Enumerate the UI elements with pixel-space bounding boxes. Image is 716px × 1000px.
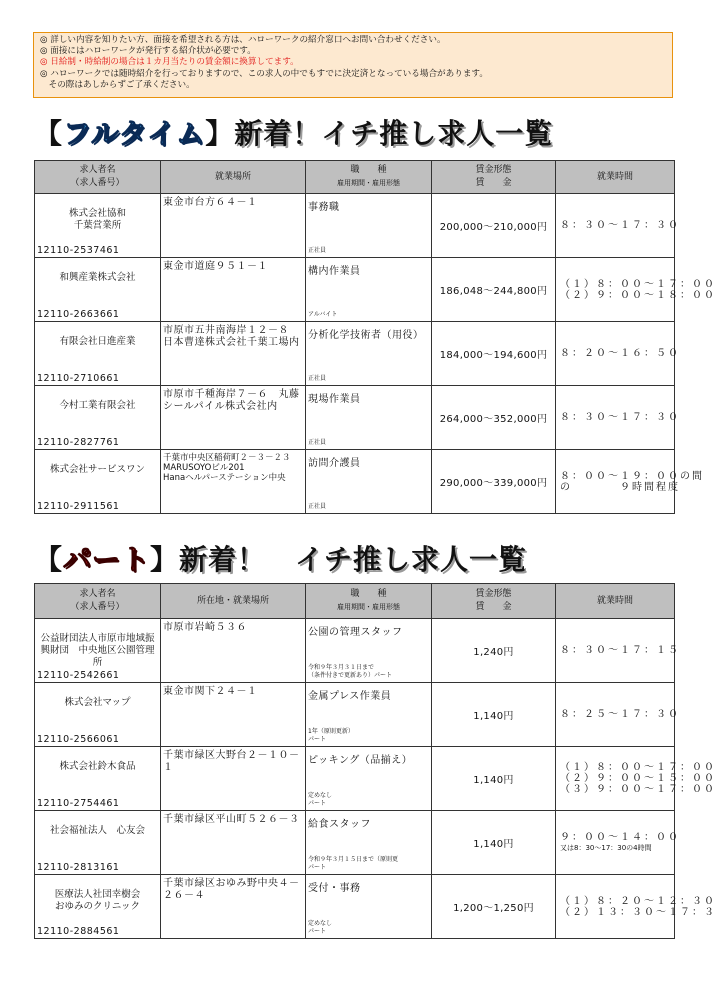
company-name-line: 株式会社マップ bbox=[64, 697, 131, 708]
employment-type-line: 正社員 bbox=[308, 503, 327, 510]
location-cell bbox=[161, 619, 306, 683]
work-location bbox=[161, 683, 305, 701]
employment-type bbox=[308, 503, 326, 511]
header-job: 職 種 雇用期間・雇用形態 bbox=[306, 584, 432, 619]
company-name-line: 千葉営業所 bbox=[73, 220, 122, 231]
hours-cell bbox=[556, 875, 716, 939]
company-name bbox=[37, 889, 158, 913]
location-cell bbox=[161, 322, 306, 386]
notice-box bbox=[33, 32, 673, 98]
company-name-line: 和興産業株式会社 bbox=[59, 272, 136, 283]
job-title: ピッキング（品揃え） bbox=[308, 755, 413, 766]
company-name-line: 医療法人社団幸樹会 bbox=[54, 889, 141, 900]
table-header-row bbox=[35, 584, 675, 619]
company-name bbox=[37, 272, 158, 284]
table-row bbox=[35, 747, 675, 811]
header-location: 就業場所 bbox=[161, 161, 306, 194]
work-location-line: 東金市道庭９５１－１ bbox=[163, 261, 268, 272]
company-wrap bbox=[35, 386, 160, 449]
employment-type bbox=[308, 728, 354, 744]
company-cell bbox=[35, 322, 161, 386]
notice-line: ◎ 面接にはハローワークが発行する紹介状が必要です。 bbox=[40, 46, 256, 57]
notice-line: ◎ 詳しい内容を知りたい方、面接を希望される方は、ハローワークの紹介窓口へお問い合わせください。 bbox=[40, 35, 446, 45]
location-cell bbox=[161, 258, 306, 322]
work-hours-line: （３）９：００～１７：００ bbox=[560, 784, 716, 795]
table-row bbox=[35, 619, 675, 683]
company-cell bbox=[35, 747, 161, 811]
hours-cell bbox=[556, 450, 704, 514]
company-name-line: 社会福祉法人 心友会 bbox=[49, 825, 145, 836]
work-location-line: 市原市五井南海岸１２－８ bbox=[163, 325, 289, 336]
work-location bbox=[161, 386, 305, 415]
job-title: 金属プレス作業員 bbox=[308, 691, 392, 702]
job-title: 公園の管理スタッフ bbox=[308, 627, 403, 638]
location-cell bbox=[161, 450, 306, 514]
company-cell bbox=[35, 386, 161, 450]
employment-type bbox=[308, 375, 326, 383]
work-location-line: 千葉市緑区おゆみ野中央４－２６－４ bbox=[163, 878, 300, 901]
job-cell bbox=[306, 875, 432, 939]
job-cell bbox=[306, 619, 432, 683]
job-wrap bbox=[306, 322, 431, 385]
company-wrap bbox=[35, 875, 160, 938]
job-cell bbox=[306, 811, 432, 875]
job-cell bbox=[306, 386, 432, 450]
job-number: 12110-2813161 bbox=[37, 862, 120, 873]
work-hours-note: 又は8：30～17：30の4時間 bbox=[560, 843, 652, 852]
company-name bbox=[37, 633, 158, 669]
table-row bbox=[35, 683, 675, 747]
employment-type-line: パート bbox=[308, 736, 327, 743]
wage-cell: 1,240円 bbox=[432, 619, 556, 683]
employment-type-line: パート bbox=[308, 864, 327, 871]
work-hours-line: ８：３０～１７：３０ bbox=[560, 412, 680, 423]
job-wrap bbox=[306, 683, 431, 746]
job-cell bbox=[306, 194, 432, 258]
header-hours: 就業時間 bbox=[556, 584, 675, 619]
company-name-line: 有限会社日進産業 bbox=[59, 336, 136, 347]
company-cell bbox=[35, 619, 161, 683]
company-name-line: 株式会社サービスワン bbox=[49, 464, 145, 475]
job-number: 12110-2566061 bbox=[37, 734, 120, 745]
company-wrap bbox=[35, 258, 160, 321]
work-hours-line: ９：００～１４：００ bbox=[560, 831, 680, 843]
parttime-heading: 【パート】新着！ イチ推し求人一覧 bbox=[34, 543, 528, 576]
job-wrap bbox=[306, 747, 431, 810]
parttime-heading-highlight: パート bbox=[63, 543, 151, 576]
wage-cell: 1,140円 bbox=[432, 811, 556, 875]
company-name-line: 株式会社協和 bbox=[68, 208, 126, 219]
work-location-line: 市原市千種海岸７－６ 丸藤シールパイル株式会社内 bbox=[163, 389, 300, 412]
work-location-line: 千葉市緑区平山町５２６－３ bbox=[163, 814, 300, 825]
work-hours-line: （１）８：００～１７：００ bbox=[560, 278, 716, 290]
work-hours-line: ８：２０～１６：５０ bbox=[560, 348, 680, 359]
wage-cell: 186,048～244,800円 bbox=[432, 258, 556, 322]
company-wrap bbox=[35, 747, 160, 810]
job-wrap bbox=[306, 194, 431, 257]
employment-type-line: 定めなし bbox=[308, 792, 333, 799]
job-title: 現場作業員 bbox=[308, 394, 361, 405]
job-cell bbox=[306, 747, 432, 811]
work-location bbox=[161, 258, 305, 276]
work-location-line: 東金市関下２４－１ bbox=[163, 686, 258, 697]
table-row bbox=[35, 258, 675, 322]
employment-type-line: パート bbox=[308, 800, 327, 807]
job-cell bbox=[306, 450, 432, 514]
job-wrap bbox=[306, 811, 431, 874]
company-wrap bbox=[35, 811, 160, 874]
job-number: 12110-2663661 bbox=[37, 309, 120, 320]
fulltime-heading-highlight: フルタイム bbox=[63, 117, 206, 150]
hours-cell bbox=[556, 811, 680, 875]
work-hours-line: （２）９：００～１８：００ bbox=[560, 289, 716, 301]
table-row bbox=[35, 194, 675, 258]
company-name bbox=[37, 208, 158, 232]
table-row bbox=[35, 386, 675, 450]
work-location-line: 千葉市緑区大野台２－１０－１ bbox=[163, 750, 300, 773]
employment-type bbox=[308, 920, 332, 936]
work-location-line: Hanaヘルパーステーション中央 bbox=[163, 473, 286, 483]
job-wrap bbox=[306, 258, 431, 321]
work-hours-line: の ９時間程度 bbox=[560, 481, 680, 493]
job-cell bbox=[306, 683, 432, 747]
work-location bbox=[161, 875, 305, 904]
notice-line: ◎ ハローワークでは随時紹介を行っておりますので、この求人の中でもすでに決定済となっている場合があります。 bbox=[40, 68, 488, 79]
work-hours-line: ８：２５～１７：３０ bbox=[560, 709, 680, 720]
company-cell bbox=[35, 258, 161, 322]
employment-type bbox=[308, 311, 337, 319]
header-company: 求人者名 （求人番号） bbox=[35, 161, 161, 194]
job-number: 12110-2542661 bbox=[37, 670, 120, 681]
work-hours-line: ８：３０～１７：１５ bbox=[560, 645, 680, 656]
company-wrap bbox=[35, 194, 160, 257]
header-job: 職 種 雇用期間・雇用形態 bbox=[306, 161, 432, 194]
work-location-line: 千葉市中央区稲荷町２－３－２３MARUSOYOビル201 bbox=[163, 453, 291, 473]
company-name-line: 公益財団法人市原市地域振興財団 中央地区公園管理所 bbox=[40, 633, 155, 668]
location-cell bbox=[161, 747, 306, 811]
job-title: 受付・事務 bbox=[308, 883, 361, 894]
company-cell bbox=[35, 811, 161, 875]
job-number: 12110-2911561 bbox=[37, 501, 120, 512]
fulltime-job-table bbox=[34, 160, 716, 514]
employment-type-line: 1年（原則更新） bbox=[308, 728, 354, 735]
header-location: 所在地・就業場所 bbox=[161, 584, 306, 619]
notice-line: ◎ 日給制・時給制の場合は１カ月当たりの賃金額に換算してます。 bbox=[40, 57, 299, 68]
job-title: 構内作業員 bbox=[308, 266, 361, 277]
header-company: 求人者名 （求人番号） bbox=[35, 584, 161, 619]
employment-type-line: （条件付きで更新あり）パート bbox=[308, 672, 393, 679]
job-number: 12110-2710661 bbox=[37, 373, 120, 384]
work-location bbox=[161, 450, 305, 486]
company-wrap bbox=[35, 683, 160, 746]
company-name bbox=[37, 400, 158, 412]
employment-type bbox=[308, 856, 398, 872]
job-number: 12110-2537461 bbox=[37, 245, 120, 256]
notice-line: その際はあしからずご了承ください。 bbox=[40, 79, 195, 90]
employment-type-line: 令和９年３月３１日まで bbox=[308, 664, 375, 671]
job-title: 事務職 bbox=[308, 202, 340, 213]
company-name bbox=[37, 336, 158, 348]
employment-type bbox=[308, 792, 332, 808]
header-wage: 賃金形態 賃 金 bbox=[432, 584, 556, 619]
work-hours-line: （２）１３：３０～１７：３ bbox=[560, 906, 716, 918]
job-title: 訪問介護員 bbox=[308, 458, 361, 469]
work-hours-line: （１）８：２０～１２：３０ bbox=[560, 895, 716, 907]
hours-cell bbox=[556, 683, 680, 747]
employment-type-line: アルバイト bbox=[308, 311, 338, 318]
employment-type-line: 定めなし bbox=[308, 920, 333, 927]
company-cell bbox=[35, 450, 161, 514]
job-number: 12110-2827761 bbox=[37, 437, 120, 448]
wage-cell: 1,140円 bbox=[432, 683, 556, 747]
company-name bbox=[37, 825, 158, 837]
job-wrap bbox=[306, 450, 431, 513]
employment-type-line: 正社員 bbox=[308, 375, 327, 382]
work-hours-line: ８：３０～１７：３０ bbox=[560, 220, 680, 231]
job-wrap bbox=[306, 386, 431, 449]
location-cell bbox=[161, 683, 306, 747]
hours-cell bbox=[556, 258, 716, 322]
company-name bbox=[37, 697, 158, 709]
company-cell bbox=[35, 194, 161, 258]
table-header-row bbox=[35, 161, 675, 194]
employment-type-line: 正社員 bbox=[308, 247, 327, 254]
hours-cell bbox=[556, 386, 680, 450]
location-cell bbox=[161, 194, 306, 258]
job-number: 12110-2754461 bbox=[37, 798, 120, 809]
job-title: 給食スタッフ bbox=[308, 819, 371, 830]
work-hours-line: ８：００～１９：００の間 bbox=[560, 470, 704, 482]
table-row bbox=[35, 450, 675, 514]
job-cell bbox=[306, 258, 432, 322]
wage-cell: 1,140円 bbox=[432, 747, 556, 811]
company-name bbox=[37, 464, 158, 476]
job-wrap bbox=[306, 619, 431, 682]
work-location bbox=[161, 619, 305, 637]
company-cell bbox=[35, 683, 161, 747]
work-hours-line: （２）９：００～１５：００ bbox=[560, 773, 716, 784]
table-row bbox=[35, 811, 675, 875]
wage-cell: 290,000～339,000円 bbox=[432, 450, 556, 514]
wage-cell: 264,000～352,000円 bbox=[432, 386, 556, 450]
fulltime-heading: 【フルタイム】新着！イチ推し求人一覧 bbox=[34, 117, 554, 150]
work-location-line: 東金市台方６４－１ bbox=[163, 197, 258, 208]
header-wage: 賃金形態 賃 金 bbox=[432, 161, 556, 194]
company-name-line: 今村工業有限会社 bbox=[59, 400, 136, 411]
parttime-job-table bbox=[34, 583, 716, 939]
work-location bbox=[161, 747, 305, 776]
hours-cell bbox=[556, 194, 680, 258]
company-wrap bbox=[35, 450, 160, 513]
hours-cell bbox=[556, 619, 680, 683]
table-row bbox=[35, 322, 675, 386]
wage-cell: 200,000～210,000円 bbox=[432, 194, 556, 258]
location-cell bbox=[161, 811, 306, 875]
employment-type-line: パート bbox=[308, 928, 327, 935]
header-hours: 就業時間 bbox=[556, 161, 675, 194]
employment-type-line: 令和９年３月１５日まで（原則更 bbox=[308, 856, 399, 863]
employment-type bbox=[308, 664, 392, 680]
work-location-line: 日本曹達株式会社千葉工場内 bbox=[163, 336, 300, 348]
job-wrap bbox=[306, 875, 431, 938]
wage-cell: 184,000～194,600円 bbox=[432, 322, 556, 386]
work-location bbox=[161, 811, 305, 829]
work-location-line: 市原市岩崎５３６ bbox=[163, 622, 247, 633]
location-cell bbox=[161, 875, 306, 939]
employment-type-line: 正社員 bbox=[308, 439, 327, 446]
company-name-line: 株式会社鈴木食品 bbox=[59, 761, 136, 772]
table-row bbox=[35, 875, 675, 939]
work-location bbox=[161, 322, 305, 351]
company-cell bbox=[35, 875, 161, 939]
employment-type bbox=[308, 439, 326, 447]
hours-cell bbox=[556, 322, 680, 386]
company-wrap bbox=[35, 322, 160, 385]
company-wrap bbox=[35, 619, 160, 682]
location-cell bbox=[161, 386, 306, 450]
job-title: 分析化学技術者（用役） bbox=[308, 330, 424, 341]
work-hours-line: （１）８：００～１７：００ bbox=[560, 762, 716, 773]
employment-type bbox=[308, 247, 326, 255]
company-name bbox=[37, 761, 158, 773]
job-number: 12110-2884561 bbox=[37, 926, 120, 937]
wage-cell: 1,200～1,250円 bbox=[432, 875, 556, 939]
work-location bbox=[161, 194, 305, 212]
job-cell bbox=[306, 322, 432, 386]
hours-cell bbox=[556, 747, 716, 811]
company-name-line: おゆみのクリニック bbox=[55, 901, 140, 912]
